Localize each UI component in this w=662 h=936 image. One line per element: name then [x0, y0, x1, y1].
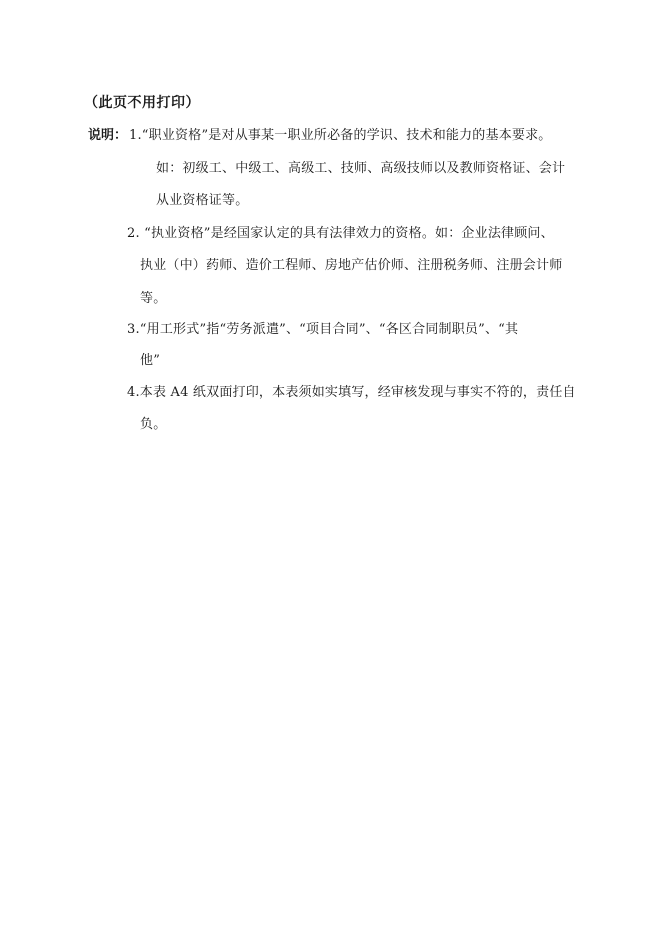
note-item-2-line-2: 执业（中）药师、造价工程师、房地产估价师、注册税务师、注册会计师 — [140, 258, 563, 273]
note-item-3-line-2: 他” — [140, 353, 161, 368]
note-item-3-line-1: 3.“用工形式”指“劳务派遣”、“项目合同”、“各区合同制职员”、“其 — [127, 322, 519, 337]
note-item-1-line-2: 如：初级工、中级工、高级工、技师、高级技师以及教师资格证、会计 — [156, 161, 566, 176]
note-item-1-line-1: 1.“职业资格”是对从事某一职业所必备的学识、技术和能力的基本要求。 — [129, 128, 552, 143]
note-item-1-line-3: 从业资格证等。 — [156, 193, 249, 208]
notes-label: 说明： — [88, 128, 128, 143]
note-item-4-line-1: 4.本表 A4 纸双面打印，本表须如实填写，经审核发现与事实不符的，责任自 — [127, 385, 576, 400]
note-item-4-line-2: 负。 — [140, 417, 167, 432]
note-item-2-line-3: 等。 — [140, 291, 167, 306]
print-note: （此页不用打印） — [84, 95, 200, 111]
note-item-2-line-1: 2. “执业资格”是经国家认定的具有法律效力的资格。如：企业法律顾问、 — [127, 226, 554, 241]
